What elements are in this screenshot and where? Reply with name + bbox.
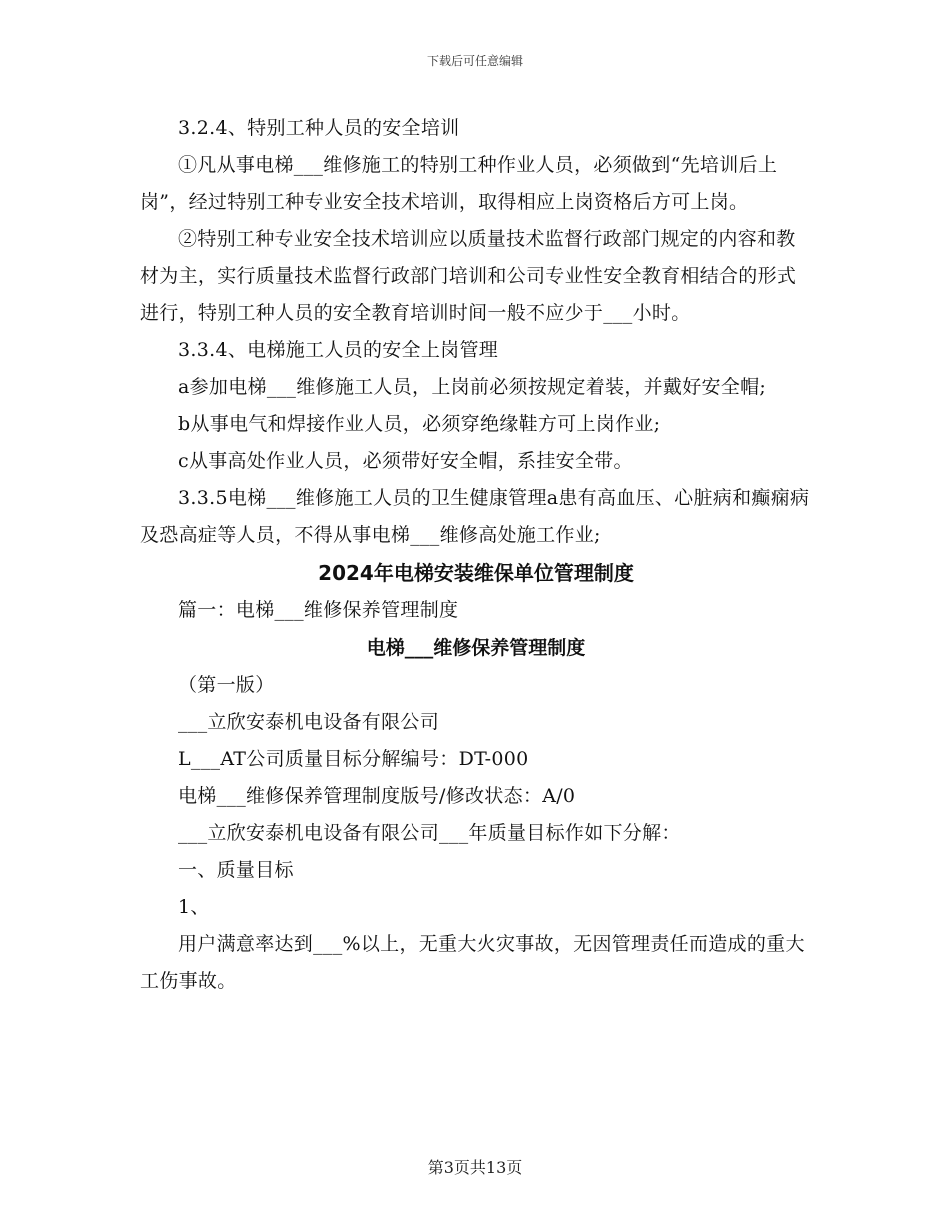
list-number: 1、 <box>178 896 210 918</box>
paragraph: ①凡从事电梯___维修施工的特别工种作业人员，必须做到“先培训后上岗”，经过特别工种专业安全技术培训，取得相应上岗资格后方可上岗。 <box>140 154 778 213</box>
paragraph: ②特别工种专业安全技术培训应以质量技术监督行政部门规定的内容和教材为主，实行质量技术监督行政部门培训和公司专业性安全教育相结合的形式进行，特别工种人员的安全教育培训时间一般不应少于___小时。 <box>140 228 797 324</box>
version-line: 电梯___维修保养管理制度版号/修改状态：A/0 <box>178 785 576 807</box>
goal-intro-line: ___立欣安泰机电设备有限公司___年质量目标作如下分解： <box>178 822 681 844</box>
page-number: 第3页共13页 <box>427 1158 523 1177</box>
paragraph: b从事电气和焊接作业人员，必须穿绝缘鞋方可上岗作业; <box>178 413 661 435</box>
section-subtitle: 电梯___维修保养管理制度 <box>366 637 586 659</box>
document-body <box>140 110 812 1000</box>
document-title: 2024年电梯安装维保单位管理制度 <box>318 561 634 585</box>
paragraph: 3.3.5电梯___维修施工人员的卫生健康管理a患有高血压、心脏病和癫痫病及恐高症等人员，不得从事电梯___维修高处施工作业; <box>140 487 810 546</box>
paragraph: c从事高处作业人员，必须带好安全帽，系挂安全带。 <box>178 450 633 472</box>
paragraph: 用户满意率达到___%以上，无重大火灾事故，无因管理责任而造成的重大工伤事故。 <box>140 933 805 992</box>
edition-line: （第一版） <box>178 674 275 696</box>
heading-3-2-4: 3.2.4、特别工种人员的安全培训 <box>178 117 460 139</box>
heading-3-3-4: 3.3.4、电梯施工人员的安全上岗管理 <box>178 339 499 361</box>
quality-goal-heading: 一、质量目标 <box>178 859 294 881</box>
doc-number-line: L___AT公司质量目标分解编号：DT-000 <box>178 748 529 770</box>
paragraph: a参加电梯___维修施工人员，上岗前必须按规定着装，并戴好安全帽; <box>178 376 767 398</box>
header-note: 下载后可任意编辑 <box>426 54 523 68</box>
company-line: ___立欣安泰机电设备有限公司 <box>178 711 440 733</box>
section-heading: 篇一：电梯___维修保养管理制度 <box>178 599 459 621</box>
